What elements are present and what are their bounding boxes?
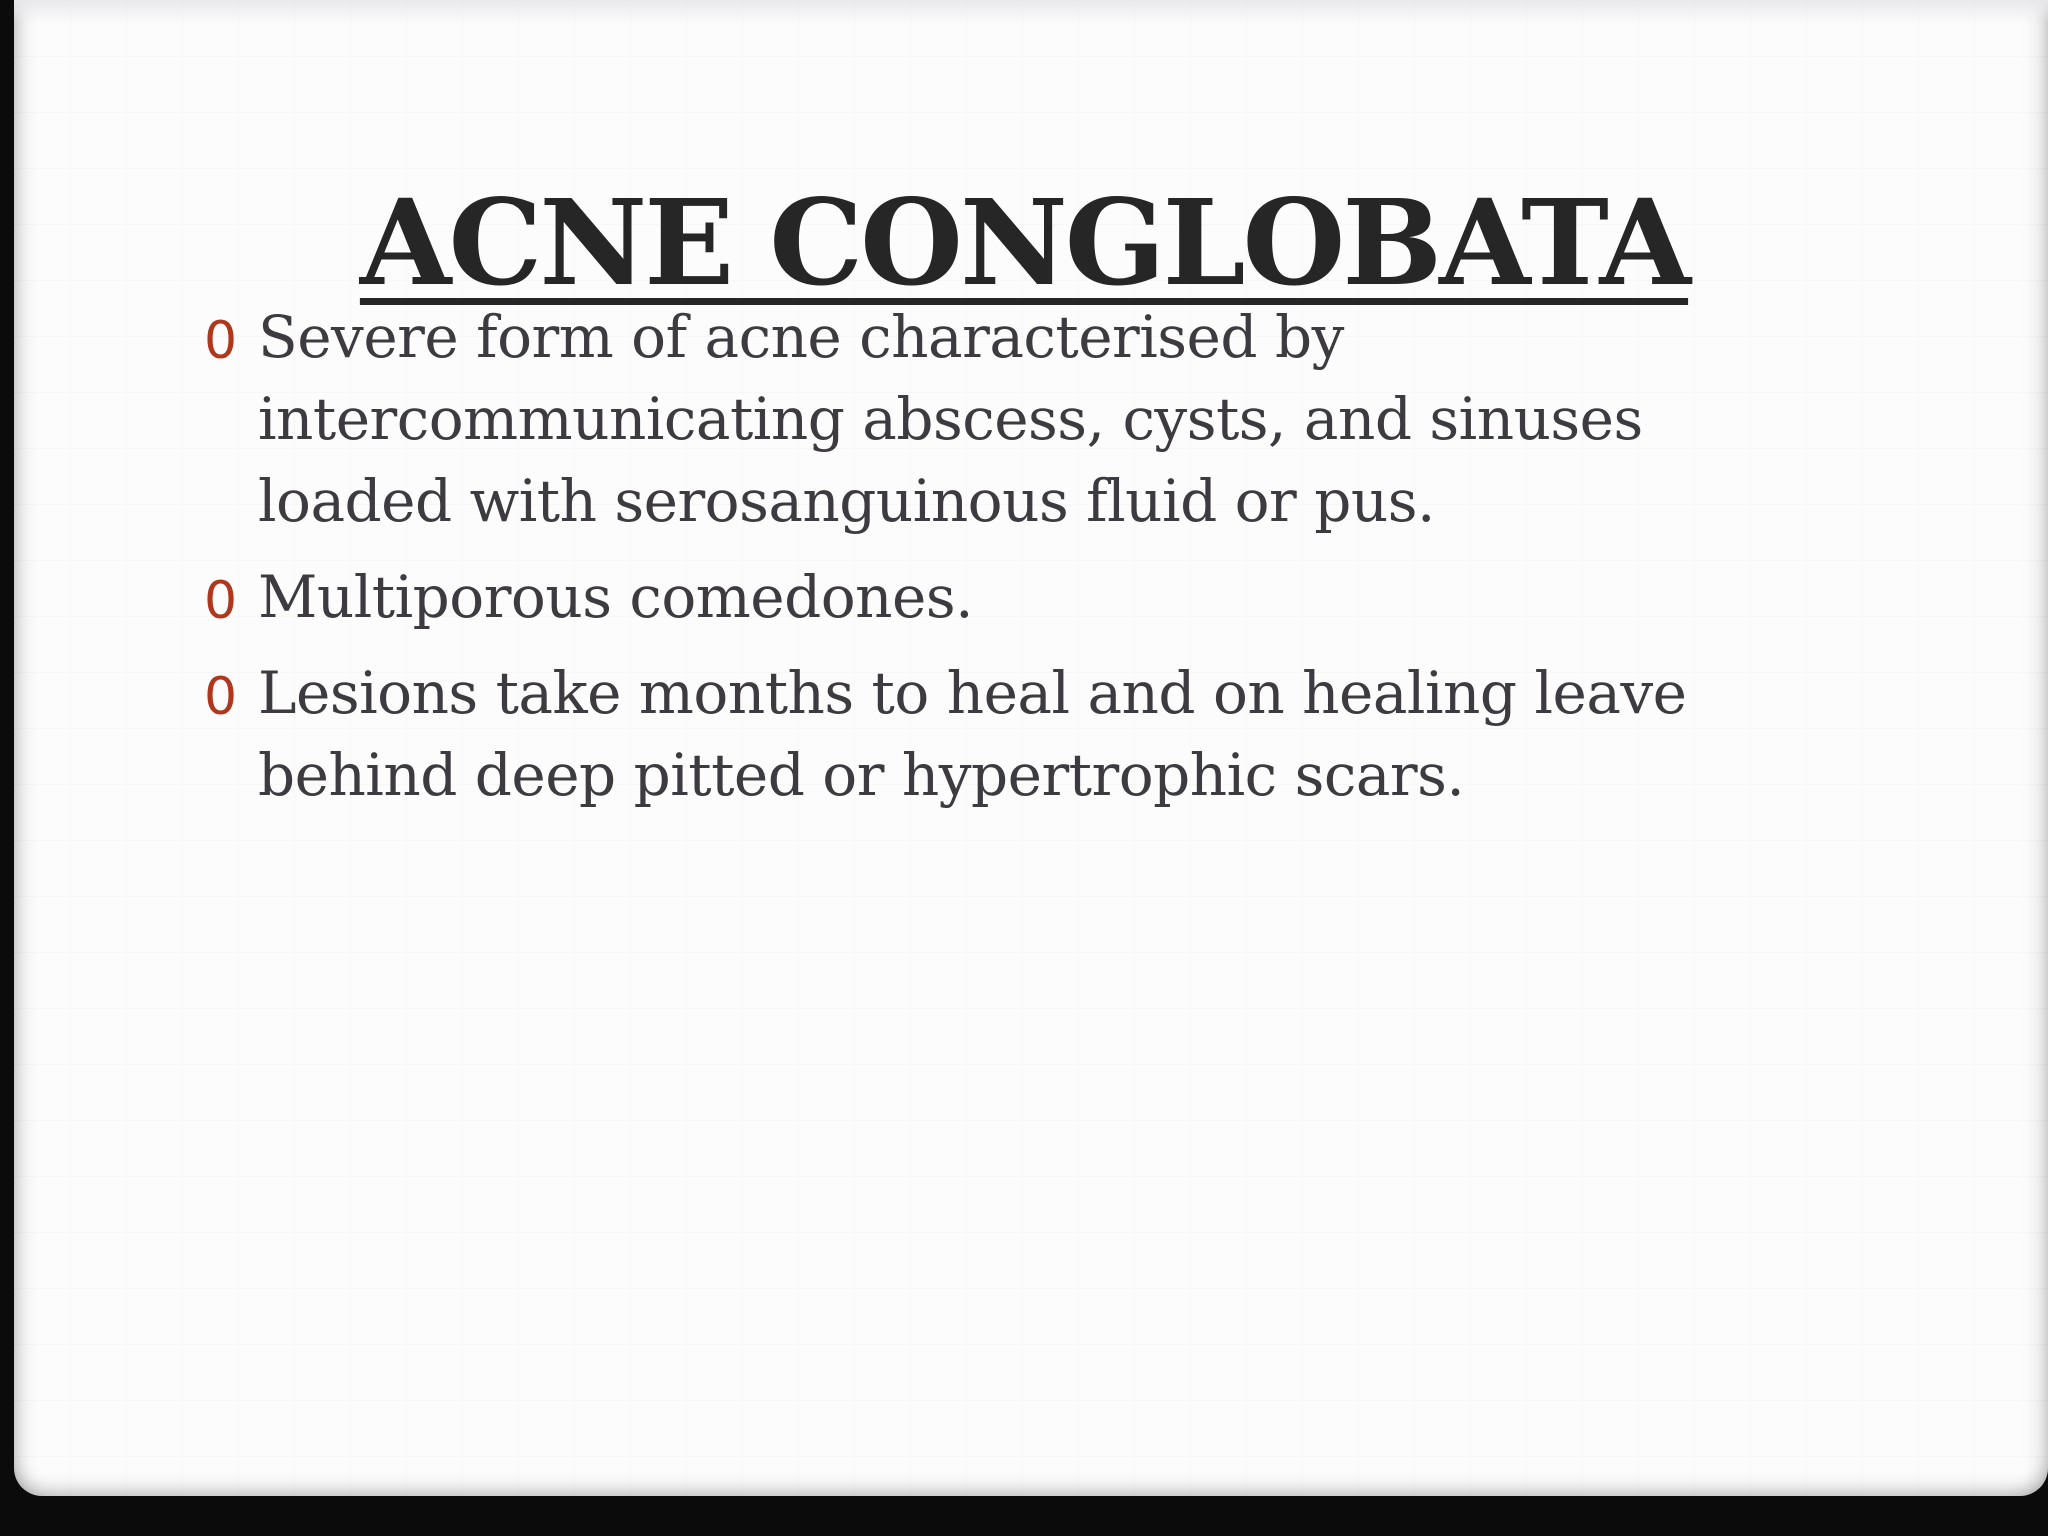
bullet-item <box>204 652 1764 816</box>
slide-top-shade <box>14 0 2048 24</box>
bullet-marker-icon: 0 <box>204 667 238 727</box>
bullet-item <box>204 556 1764 638</box>
bullet-text: Severe form of acne characterised by intercommunicating abscess, cysts, and sinuses loaded with serosanguinous fluid or pus. <box>258 303 1643 535</box>
bullet-marker-icon: 0 <box>204 571 238 631</box>
slide <box>14 0 2048 1496</box>
bullet-text: Lesions take months to heal and on healing leave behind deep pitted or hypertrophic scars. <box>258 659 1687 809</box>
bullet-list <box>204 296 1764 830</box>
slide-title <box>14 175 2034 311</box>
bullet-marker-icon: 0 <box>204 311 238 371</box>
bullet-item <box>204 296 1764 542</box>
bullet-text: Multiporous comedones. <box>258 563 974 631</box>
slide-title-text: ACNE CONGLOBATA <box>359 173 1689 313</box>
